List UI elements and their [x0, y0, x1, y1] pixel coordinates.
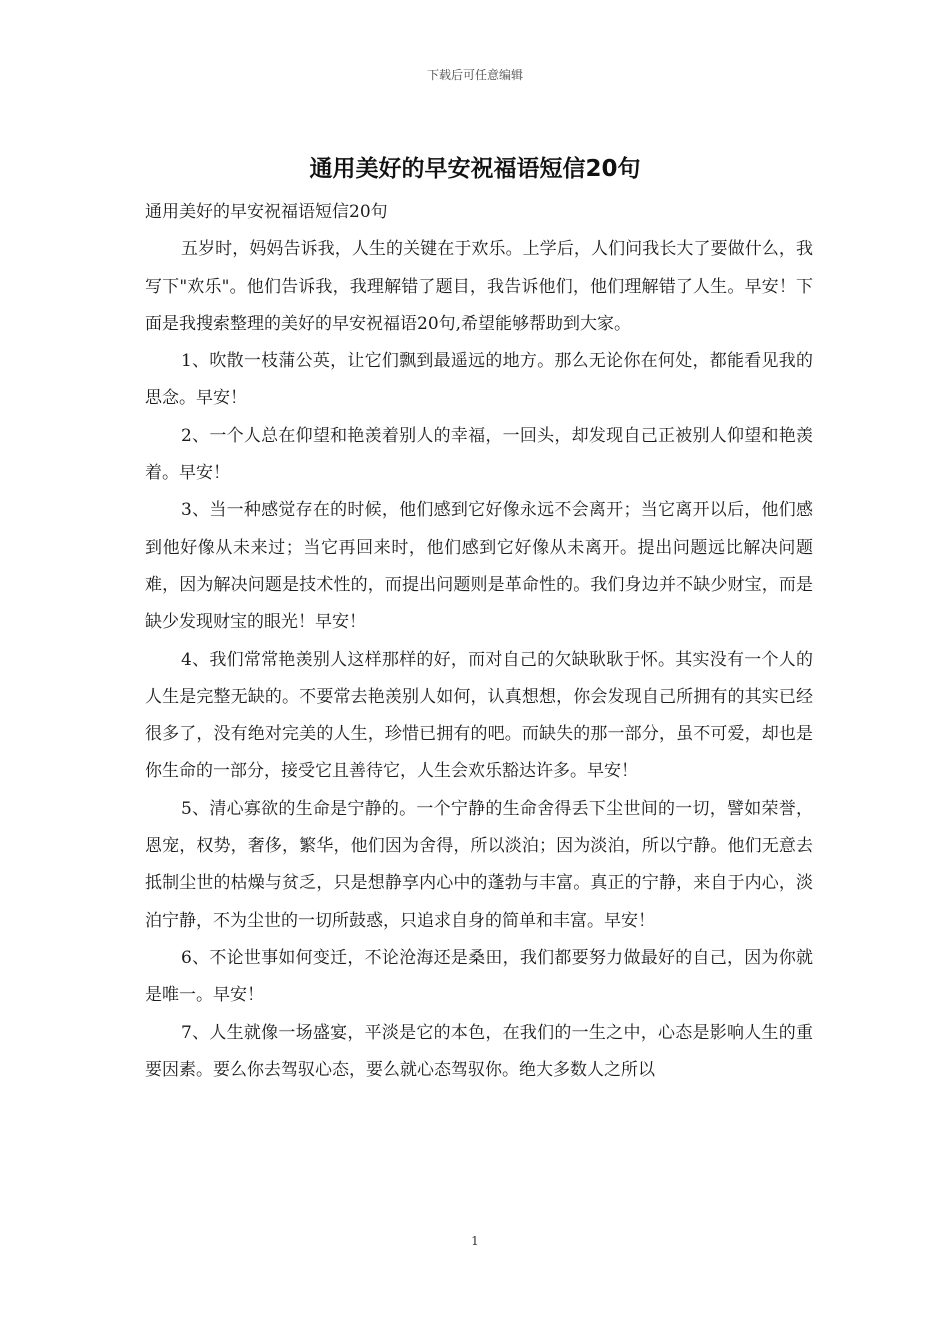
- page-number: 1: [471, 1234, 479, 1248]
- greeting-paragraph-1: 1、吹散一枝蒲公英，让它们飘到最遥远的地方。那么无论你在何处，都能看见我的思念。早安！: [145, 351, 813, 409]
- document-subtitle: 通用美好的早安祝福语短信20句: [145, 202, 388, 222]
- greeting-paragraph-2: 2、一个人总在仰望和艳羡着别人的幸福，一回头，却发现自己正被别人仰望和艳羡着。早安！: [145, 425, 813, 484]
- greeting-paragraph-5: 5、清心寡欲的生命是宁静的。一个宁静的生命舍得丢下尘世间的一切，譬如荣誉，恩宠，权势，奢侈，繁华，他们因为舍得，所以淡泊；因为淡泊，所以宁静。他们无意去抵制尘世的枯燥与贫乏，只是想静享内心中的蓬勃与丰富。真正的宁静，来自于内心，淡泊宁静，不为尘世的一切所鼓惑，只追求自身的简单和丰富。早安！: [145, 798, 813, 931]
- greeting-paragraph-7: 7、人生就像一场盛宴，平淡是它的本色，在我们的一生之中，心态是影响人生的重要因素。要么你去驾驭心态，要么就心态驾驭你。绝大多数人之所以: [145, 1022, 813, 1080]
- document-body: [145, 194, 813, 1089]
- greeting-paragraph-6: 6、不论世事如何变迁，不论沧海还是桑田，我们都要努力做最好的自己，因为你就是唯一。早安！: [145, 947, 813, 1006]
- greeting-paragraph-4: 4、我们常常艳羡别人这样那样的好，而对自己的欠缺耿耿于怀。其实没有一个人的人生是完整无缺的。不要常去艳羡别人如何，认真想想，你会发现自己所拥有的其实已经很多了，没有绝对完美的人生，珍惜已拥有的吧。而缺失的那一部分，虽不可爱，却也是你生命的一部分，接受它且善待它，人生会欢乐豁达许多。早安！: [145, 649, 813, 782]
- greeting-paragraph-3: 3、当一种感觉存在的时候，他们感到它好像永远不会离开；当它离开以后，他们感到他好像从未来过；当它再回来时，他们感到它好像从未离开。提出问题远比解决问题难，因为解决问题是技术性的，而提出问题则是革命性的。我们身边并不缺少财宝，而是缺少发现财宝的眼光！早安！: [145, 500, 813, 633]
- intro-paragraph: 五岁时，妈妈告诉我，人生的关键在于欢乐。上学后，人们问我长大了要做什么，我写下"欢乐"。他们告诉我，我理解错了题目，我告诉他们，他们理解错了人生。早安！下面是我搜索整理的美好的早安祝福语20句,希望能够帮助到大家。: [145, 239, 813, 334]
- document-title: 通用美好的早安祝福语短信20句: [309, 156, 641, 182]
- page-header: 下载后可任意编辑: [426, 68, 523, 82]
